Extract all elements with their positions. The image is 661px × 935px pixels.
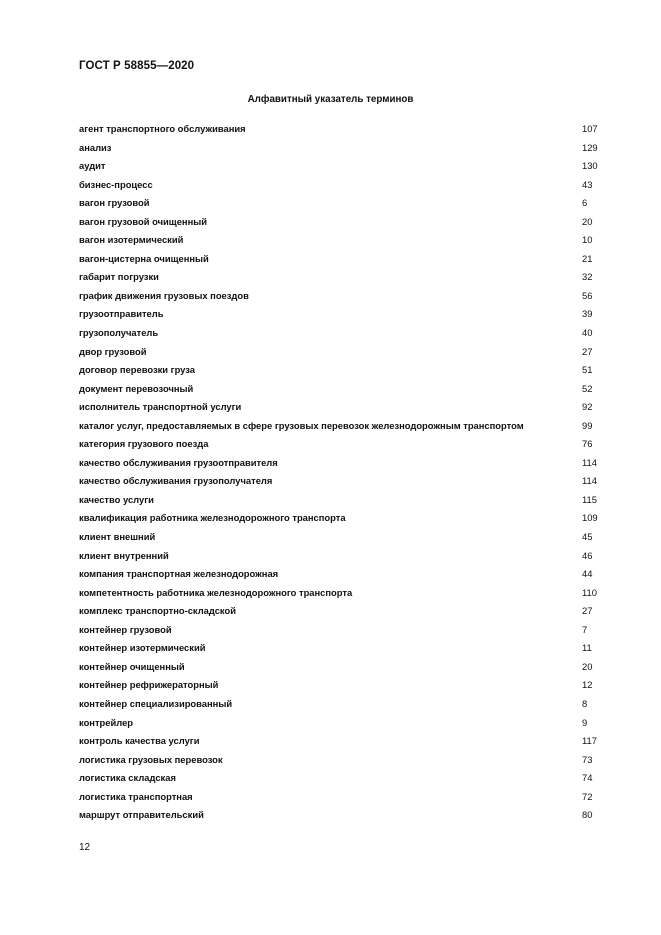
index-title: Алфавитный указатель терминов (247, 94, 414, 105)
index-entry (79, 696, 599, 715)
index-page-ref: 99 (582, 419, 593, 431)
index-term: категория грузового поезда (79, 438, 209, 450)
index-entry (79, 251, 599, 270)
index-term: агент транспортного обслуживания (79, 123, 246, 134)
index-entry (79, 306, 599, 325)
index-entry (79, 436, 599, 455)
index-term: комплекс транспортно-складской (79, 605, 236, 617)
index-entry (79, 362, 599, 381)
index-page-ref: 12 (582, 679, 593, 691)
index-page-ref: 114 (582, 456, 597, 468)
index-entry (79, 492, 599, 511)
index-entry (79, 566, 599, 585)
index-page-ref: 43 (582, 178, 593, 190)
index-page-ref: 45 (582, 531, 593, 543)
index-term: габарит погрузки (79, 271, 159, 283)
index-entry (79, 325, 599, 344)
index-page-ref: 27 (582, 345, 593, 357)
index-page-ref: 20 (582, 215, 593, 227)
index-page-ref: 110 (582, 586, 597, 598)
index-entry (79, 140, 599, 159)
index-term: логистика складская (79, 772, 176, 784)
index-term: грузополучатель (79, 327, 159, 339)
index-term: аудит (79, 160, 106, 172)
index-entry (79, 158, 599, 177)
index-term: контрейлер (79, 716, 134, 728)
index-term: качество обслуживания грузоотправителя (79, 456, 278, 468)
index-term: бизнес-процесс (79, 178, 153, 190)
index-page-ref: 114 (582, 475, 597, 487)
index-term: логистика грузовых перевозок (79, 753, 223, 765)
index-page-ref: 129 (582, 141, 598, 153)
index-entry (79, 585, 599, 604)
index-term: исполнитель транспортной услуги (79, 401, 242, 413)
index-entry (79, 807, 599, 826)
index-page-ref: 80 (582, 809, 593, 821)
index-page-ref: 7 (582, 623, 588, 635)
index-page-ref: 9 (582, 716, 588, 728)
page-number: 12 (79, 842, 91, 853)
index-page-ref: 117 (582, 735, 597, 747)
index-page-ref: 92 (582, 401, 593, 413)
index-page-ref: 109 (582, 512, 598, 524)
index-term: квалификация работника железнодорожного транспорта (79, 512, 346, 524)
index-term: грузоотправитель (79, 308, 164, 320)
index-entry (79, 789, 599, 808)
index-entry (79, 715, 599, 734)
index-entry (79, 677, 599, 696)
index-term: анализ (79, 141, 112, 153)
index-entry (79, 399, 599, 418)
index-page-ref: 130 (582, 160, 598, 172)
index-page-ref: 46 (582, 549, 593, 561)
index-term: контейнер изотермический (79, 642, 206, 654)
index-term: маршрут отправительский (79, 809, 204, 821)
index-term: каталог услуг, предоставляемых в сфере грузовых перевозок железнодорожным транспортом (79, 419, 524, 431)
index-page-ref: 76 (582, 438, 593, 450)
index-entry (79, 381, 599, 400)
index-term: вагон изотермический (79, 234, 184, 246)
index-page-ref: 56 (582, 289, 593, 301)
index-page-ref: 115 (582, 493, 597, 505)
index-entry (79, 548, 599, 567)
index-term: компетентность работника железнодорожного транспорта (79, 586, 353, 598)
index-term: качество обслуживания грузополучателя (79, 475, 273, 487)
index-page-ref: 21 (582, 252, 593, 264)
index-page-ref: 74 (582, 772, 593, 784)
index-term: двор грузовой (79, 345, 147, 357)
index-page-ref: 44 (582, 568, 593, 580)
index-entry (79, 214, 599, 233)
index-page-ref: 11 (582, 642, 592, 654)
index-page-ref: 40 (582, 327, 593, 339)
index-term: клиент внутренний (79, 549, 169, 561)
index-term: вагон грузовой (79, 197, 150, 209)
index-page-ref: 107 (582, 123, 598, 134)
index-term: логистика транспортная (79, 790, 193, 802)
index-entry (79, 455, 599, 474)
index-entry (79, 344, 599, 363)
index-entry (79, 232, 599, 251)
index-page-ref: 72 (582, 790, 593, 802)
index-entry (79, 603, 599, 622)
index-term: документ перевозочный (79, 382, 194, 394)
index-entry (79, 622, 599, 641)
index-term: качество услуги (79, 493, 154, 505)
index-page-ref: 8 (582, 697, 588, 709)
index-entry (79, 659, 599, 678)
document-code-header: ГОСТ Р 58855—2020 (79, 60, 195, 72)
index-term: график движения грузовых поездов (79, 289, 249, 301)
index-entry (79, 195, 599, 214)
index-page-ref: 39 (582, 308, 593, 320)
index-entry (79, 640, 599, 659)
index-page-ref: 32 (582, 271, 593, 283)
index-term: контейнер рефрижераторный (79, 679, 219, 691)
index-term: контейнер грузовой (79, 623, 172, 635)
index-page-ref: 20 (582, 660, 593, 672)
index-entry (79, 510, 599, 529)
index-page-ref: 10 (582, 234, 593, 246)
index-term: контейнер очищенный (79, 660, 185, 672)
index-entry (79, 529, 599, 548)
index-term: вагон-цистерна очищенный (79, 252, 209, 264)
index-entry (79, 288, 599, 307)
index-term: клиент внешний (79, 531, 156, 543)
index-term: компания транспортная железнодорожная (79, 568, 279, 580)
index-entry (79, 177, 599, 196)
term-index-list (79, 121, 599, 826)
index-term: контейнер специализированный (79, 697, 233, 709)
index-entry (79, 770, 599, 789)
index-page-ref: 27 (582, 605, 593, 617)
index-term: договор перевозки груза (79, 364, 196, 376)
index-term: контроль качества услуги (79, 735, 200, 747)
index-entry (79, 752, 599, 771)
index-entry (79, 733, 599, 752)
index-entry (79, 121, 599, 140)
index-page-ref: 73 (582, 753, 593, 765)
index-term: вагон грузовой очищенный (79, 215, 208, 227)
index-entry (79, 269, 599, 288)
index-page-ref: 51 (582, 364, 593, 376)
index-page-ref: 6 (582, 197, 588, 209)
index-entry (79, 418, 599, 437)
index-page-ref: 52 (582, 382, 593, 394)
index-entry (79, 473, 599, 492)
